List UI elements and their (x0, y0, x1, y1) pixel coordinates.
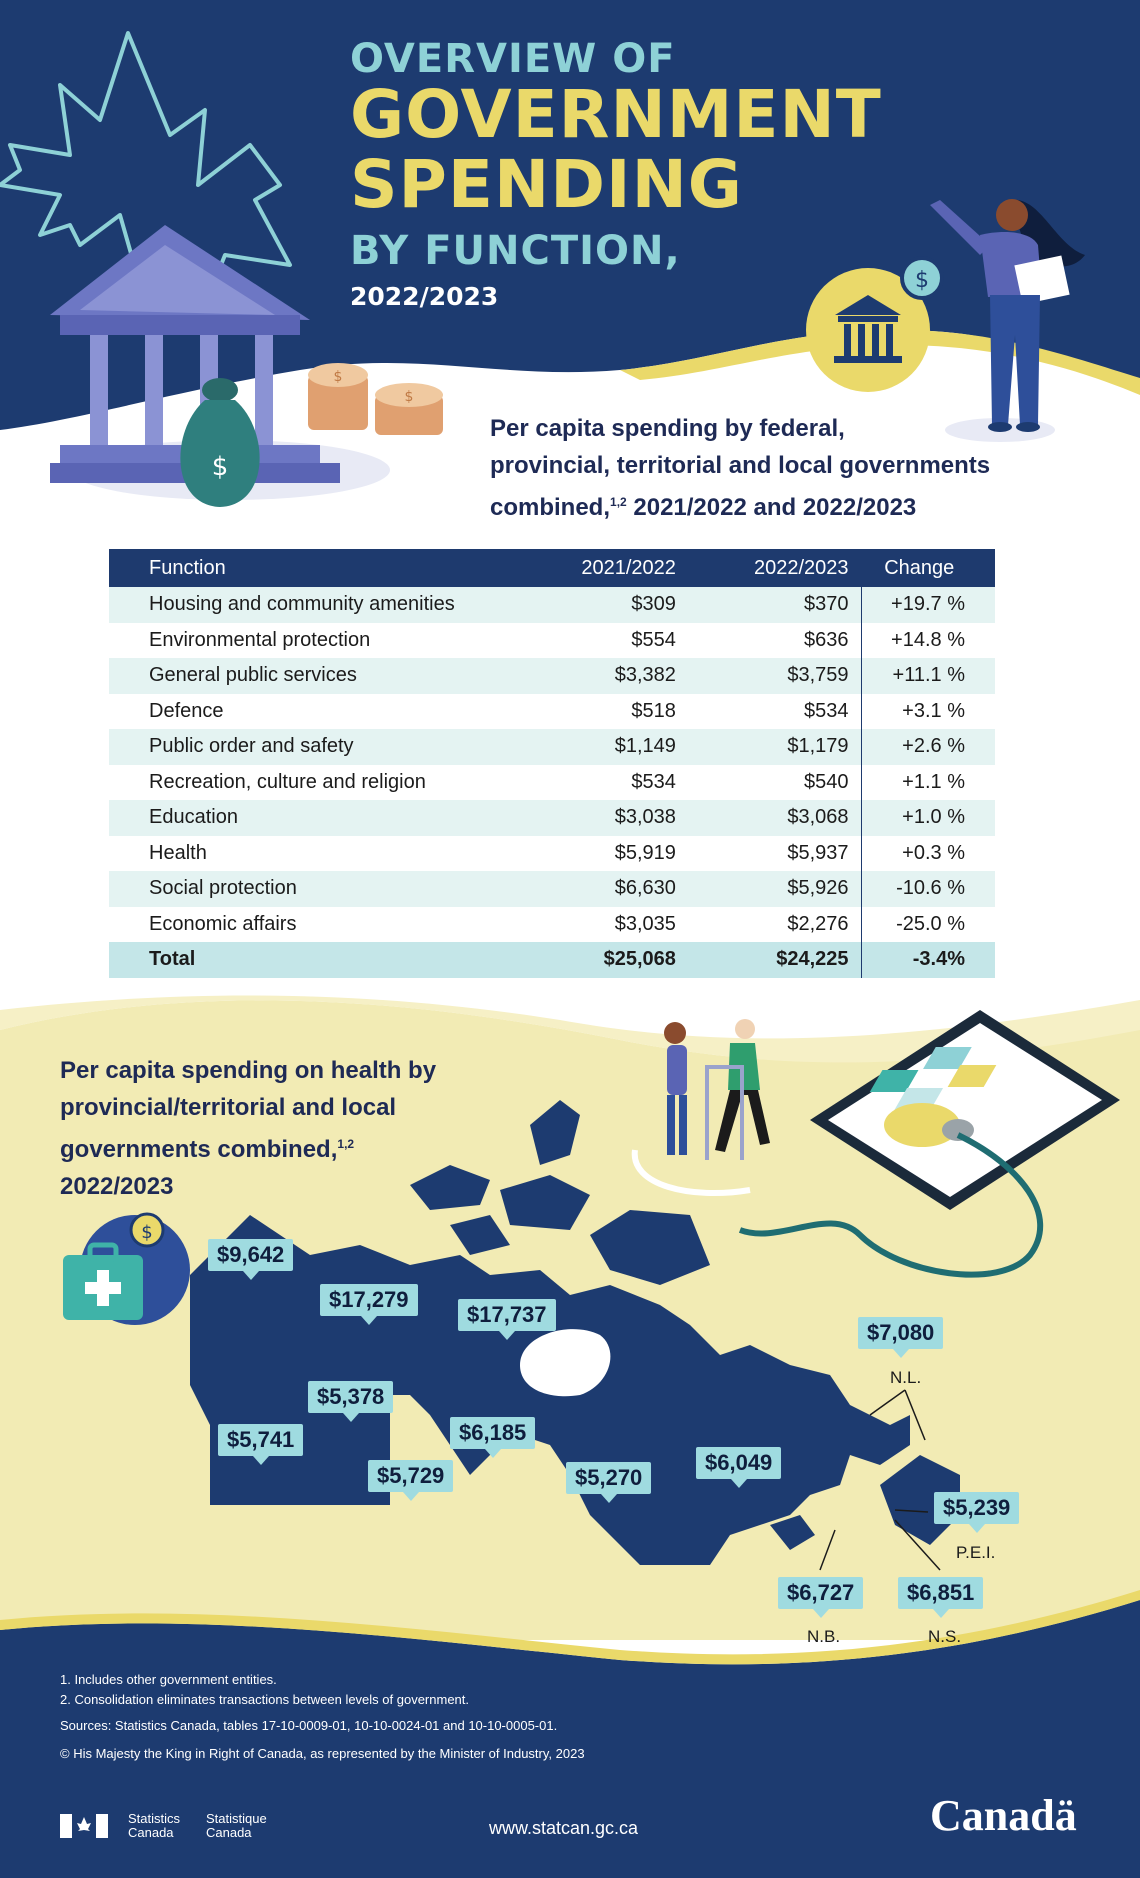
cell-2021-2022: $309 (515, 587, 688, 623)
map-label-ontario: $5,270 (566, 1462, 651, 1494)
cell-2021-2022: $554 (515, 623, 688, 659)
cell-2021-2022: $6,630 (515, 871, 688, 907)
cell-function: Environmental protection (109, 623, 515, 659)
copyright: © His Majesty the King in Right of Canada, as represented by the Minister of Industry, 2023 (60, 1746, 585, 1761)
cell-function: Recreation, culture and religion (109, 765, 515, 801)
map-label-new-brunswick: $6,727 (778, 1577, 863, 1609)
map-subtitle-footnote-ref: 1,2 (337, 1137, 355, 1151)
map-label-prince-edward-island: $5,239 (934, 1492, 1019, 1524)
abbr-newfoundland: N.L. (890, 1368, 922, 1387)
cell-2022-2023: $534 (688, 694, 861, 730)
spending-table (109, 549, 995, 978)
money-bag-icon (170, 375, 285, 515)
cell-change: +3.1 % (861, 694, 995, 730)
canada-flag-icon (60, 1814, 108, 1838)
cell-function: Defence (109, 694, 515, 730)
cell-change: +1.0 % (861, 800, 995, 836)
table-total-row (109, 942, 995, 978)
table-header-row (109, 549, 995, 587)
sources: Sources: Statistics Canada, tables 17-10-0009-01, 10-10-0024-01 and 10-10-0005-01. (60, 1718, 558, 1733)
table-subtitle-line3-pre: combined, (490, 494, 611, 521)
atlantic-pointer-lines (800, 1360, 980, 1580)
total-2021-2022: $25,068 (515, 942, 688, 978)
map-label-british-columbia: $5,741 (218, 1424, 303, 1456)
map-label-manitoba: $6,185 (450, 1417, 535, 1449)
total-change: -3.4% (861, 942, 995, 978)
cell-2021-2022: $3,382 (515, 658, 688, 694)
cell-function: Housing and community amenities (109, 587, 515, 623)
table-row (109, 800, 995, 836)
cell-change: +0.3 % (861, 836, 995, 872)
cell-2022-2023: $2,276 (688, 907, 861, 943)
table-row (109, 694, 995, 730)
map-subtitle-line1: Per capita spending on health by (60, 1057, 437, 1084)
cell-function: Social protection (109, 871, 515, 907)
title-line3: SPENDING (350, 146, 743, 223)
cell-2021-2022: $518 (515, 694, 688, 730)
map-subtitle-line3-pre: governments combined, (60, 1136, 338, 1163)
cell-function: Public order and safety (109, 729, 515, 765)
title-line1: OVERVIEW OF (350, 36, 676, 82)
cell-2022-2023: $5,926 (688, 871, 861, 907)
column-header-2021-2022: 2021/2022 (515, 549, 688, 587)
table-row (109, 729, 995, 765)
agency-en-line2: Canada (128, 1825, 174, 1840)
cell-2021-2022: $534 (515, 765, 688, 801)
svg-text:$: $ (404, 389, 414, 405)
cell-2021-2022: $5,919 (515, 836, 688, 872)
cell-change: -25.0 % (861, 907, 995, 943)
cell-2022-2023: $3,068 (688, 800, 861, 836)
svg-text:$: $ (333, 369, 343, 385)
table-subtitle-footnote-ref: 1,2 (610, 495, 627, 509)
cell-change: +14.8 % (861, 623, 995, 659)
cell-2022-2023: $370 (688, 587, 861, 623)
coin-stack-icon (300, 355, 450, 450)
cell-change: +1.1 % (861, 765, 995, 801)
total-label: Total (109, 942, 515, 978)
map-label-northwest-territories: $17,279 (320, 1284, 418, 1316)
title-line2: GOVERNMENT (350, 76, 882, 153)
map-label-nova-scotia: $6,851 (898, 1577, 983, 1609)
cell-2021-2022: $1,149 (515, 729, 688, 765)
footnote-1: 1. Includes other government entities. (60, 1672, 277, 1687)
column-header-change: Change (861, 549, 995, 587)
map-label-alberta: $5,378 (308, 1381, 393, 1413)
svg-text:$: $ (141, 1222, 153, 1243)
cell-2022-2023: $5,937 (688, 836, 861, 872)
cell-change: +2.6 % (861, 729, 995, 765)
table-subtitle-line2: provincial, territorial and local governments (490, 452, 991, 479)
table-subtitle-line3-post: 2021/2022 and 2022/2023 (626, 494, 917, 521)
table-row (109, 871, 995, 907)
column-header-function: Function (109, 549, 515, 587)
cell-2022-2023: $1,179 (688, 729, 861, 765)
column-header-2022-2023: 2022/2023 (688, 549, 861, 587)
cell-function: General public services (109, 658, 515, 694)
website-link[interactable]: www.statcan.gc.ca (489, 1818, 639, 1838)
abbr-nova-scotia: N.S. (928, 1627, 962, 1646)
title-year: 2022/2023 (350, 282, 499, 311)
map-subtitle-line4: 2022/2023 (60, 1173, 174, 1200)
table-row (109, 836, 995, 872)
map-subtitle-line2: provincial/territorial and local (60, 1094, 397, 1121)
cell-change: +11.1 % (861, 658, 995, 694)
svg-text:$: $ (915, 268, 929, 293)
map-label-yukon: $9,642 (208, 1239, 293, 1271)
agency-name-french (206, 1812, 267, 1840)
table-subtitle-line3 (490, 484, 1050, 526)
cell-2022-2023: $636 (688, 623, 861, 659)
agency-en-line1: Statistics (128, 1811, 181, 1826)
table-subtitle-line1: Per capita spending by federal, (490, 415, 845, 442)
map-label-newfoundland: $7,080 (858, 1317, 943, 1349)
total-2022-2023: $24,225 (688, 942, 861, 978)
cell-change: -10.6 % (861, 871, 995, 907)
cell-function: Education (109, 800, 515, 836)
canada-wordmark: Canadä (930, 1791, 1077, 1840)
cell-2021-2022: $3,038 (515, 800, 688, 836)
agency-fr-line1: Statistique (206, 1811, 267, 1826)
cell-function: Economic affairs (109, 907, 515, 943)
table-row (109, 623, 995, 659)
table-row (109, 587, 995, 623)
cell-2021-2022: $3,035 (515, 907, 688, 943)
agency-name-english (128, 1812, 180, 1840)
svg-text:$: $ (211, 452, 229, 482)
map-label-nunavut: $17,737 (458, 1299, 556, 1331)
cell-2022-2023: $540 (688, 765, 861, 801)
table-row (109, 907, 995, 943)
cell-function: Health (109, 836, 515, 872)
table-row (109, 658, 995, 694)
abbr-new-brunswick: N.B. (807, 1627, 841, 1646)
map-label-saskatchewan: $5,729 (368, 1460, 453, 1492)
abbr-prince-edward-island: P.E.I. (956, 1543, 996, 1562)
table-subtitle (490, 410, 1050, 526)
table-body (109, 587, 995, 978)
title-line4: BY FUNCTION, (350, 228, 681, 274)
footnote-2: 2. Consolidation eliminates transactions between levels of government. (60, 1692, 470, 1707)
map-label-quebec: $6,049 (696, 1447, 781, 1479)
cell-change: +19.7 % (861, 587, 995, 623)
agency-fr-line2: Canada (206, 1825, 252, 1840)
table-row (109, 765, 995, 801)
cell-2022-2023: $3,759 (688, 658, 861, 694)
